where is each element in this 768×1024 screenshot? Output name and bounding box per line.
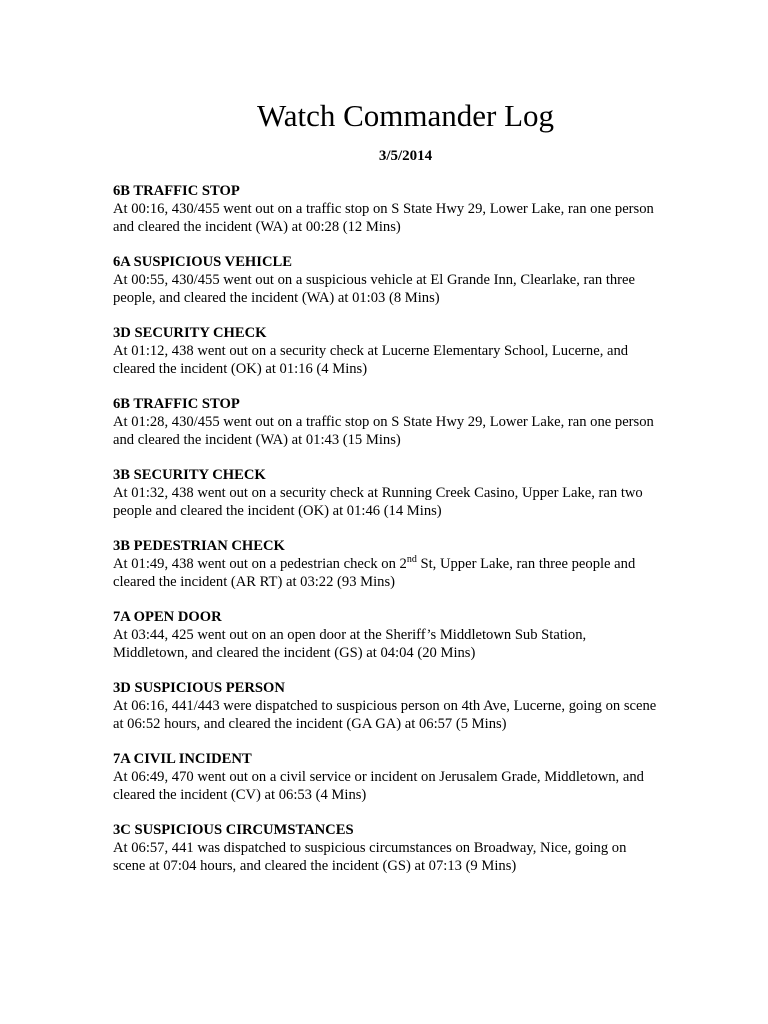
entry-heading: 7A CIVIL INCIDENT: [113, 751, 252, 767]
entry-text-part: At 01:49, 438 went out on a pedestrian check on 2: [113, 556, 407, 572]
log-entry: [113, 395, 658, 449]
entry-heading: 3B SECURITY CHECK: [113, 467, 266, 483]
log-entry: [113, 608, 658, 662]
entry-text: At 01:12, 438 went out on a security check at Lucerne Elementary School, Lucerne, and cleared the incident (OK) at 01:16 (4 Mins): [113, 343, 629, 377]
log-entry: [113, 750, 658, 804]
entry-heading: 6A SUSPICIOUS VEHICLE: [113, 254, 292, 270]
document-title: Watch Commander Log: [256, 98, 555, 133]
entry-text: At 03:44, 425 went out on an open door at the Sheriff’s Middletown Sub Station, Middletown, and cleared the incident (GS) at 04:04 (20 Mins): [113, 627, 587, 661]
document-page: [113, 96, 658, 892]
entry-heading: 6B TRAFFIC STOP: [113, 183, 240, 199]
log-entry: [113, 324, 658, 378]
log-entry: [113, 679, 658, 733]
entry-heading: 3C SUSPICIOUS CIRCUMSTANCES: [113, 822, 354, 838]
entry-text: At 06:16, 441/443 were dispatched to suspicious person on 4th Ave, Lucerne, going on scene at 06:52 hours, and cleared the incident (GA GA) at 06:57 (5 Mins): [113, 698, 657, 732]
entry-heading: 6B TRAFFIC STOP: [113, 396, 240, 412]
entry-heading: 3B PEDESTRIAN CHECK: [113, 538, 285, 554]
log-entry: [113, 821, 658, 875]
entry-text: [113, 555, 658, 591]
entry-text: At 06:49, 470 went out on a civil service or incident on Jerusalem Grade, Middletown, and cleared the incident (CV) at 06:53 (4 Mins): [113, 769, 644, 803]
log-entry: [113, 466, 658, 520]
entry-text: At 00:16, 430/455 went out on a traffic stop on S State Hwy 29, Lower Lake, ran one person and cleared the incident (WA) at 00:28 (12 Mins): [113, 201, 654, 235]
document-date: 3/5/2014: [378, 148, 433, 164]
log-entry: [113, 253, 658, 307]
ordinal-suffix: nd: [406, 554, 417, 565]
entry-heading: 3D SECURITY CHECK: [113, 325, 267, 341]
entry-text: At 01:28, 430/455 went out on a traffic stop on S State Hwy 29, Lower Lake, ran one person and cleared the incident (WA) at 01:43 (15 Mins): [113, 414, 654, 448]
entry-text: At 00:55, 430/455 went out on a suspicious vehicle at El Grande Inn, Clearlake, ran three people, and cleared the incident (WA) at 01:03 (8 Mins): [113, 272, 635, 306]
entry-heading: 3D SUSPICIOUS PERSON: [113, 680, 285, 696]
log-entries: [113, 182, 658, 875]
entry-text: At 06:57, 441 was dispatched to suspicious circumstances on Broadway, Nice, going on scene at 07:04 hours, and cleared the incident (GS) at 07:13 (9 Mins): [113, 840, 627, 874]
log-entry: [113, 537, 658, 591]
entry-text: At 01:32, 438 went out on a security check at Running Creek Casino, Upper Lake, ran two people and cleared the incident (OK) at 01:46 (14 Mins): [113, 485, 643, 519]
log-entry: [113, 182, 658, 236]
entry-heading: 7A OPEN DOOR: [113, 609, 222, 625]
entry-text-part: St, Upper Lake, ran three people and cleared the incident (AR RT) at 03:22 (93 Mins): [113, 556, 636, 590]
